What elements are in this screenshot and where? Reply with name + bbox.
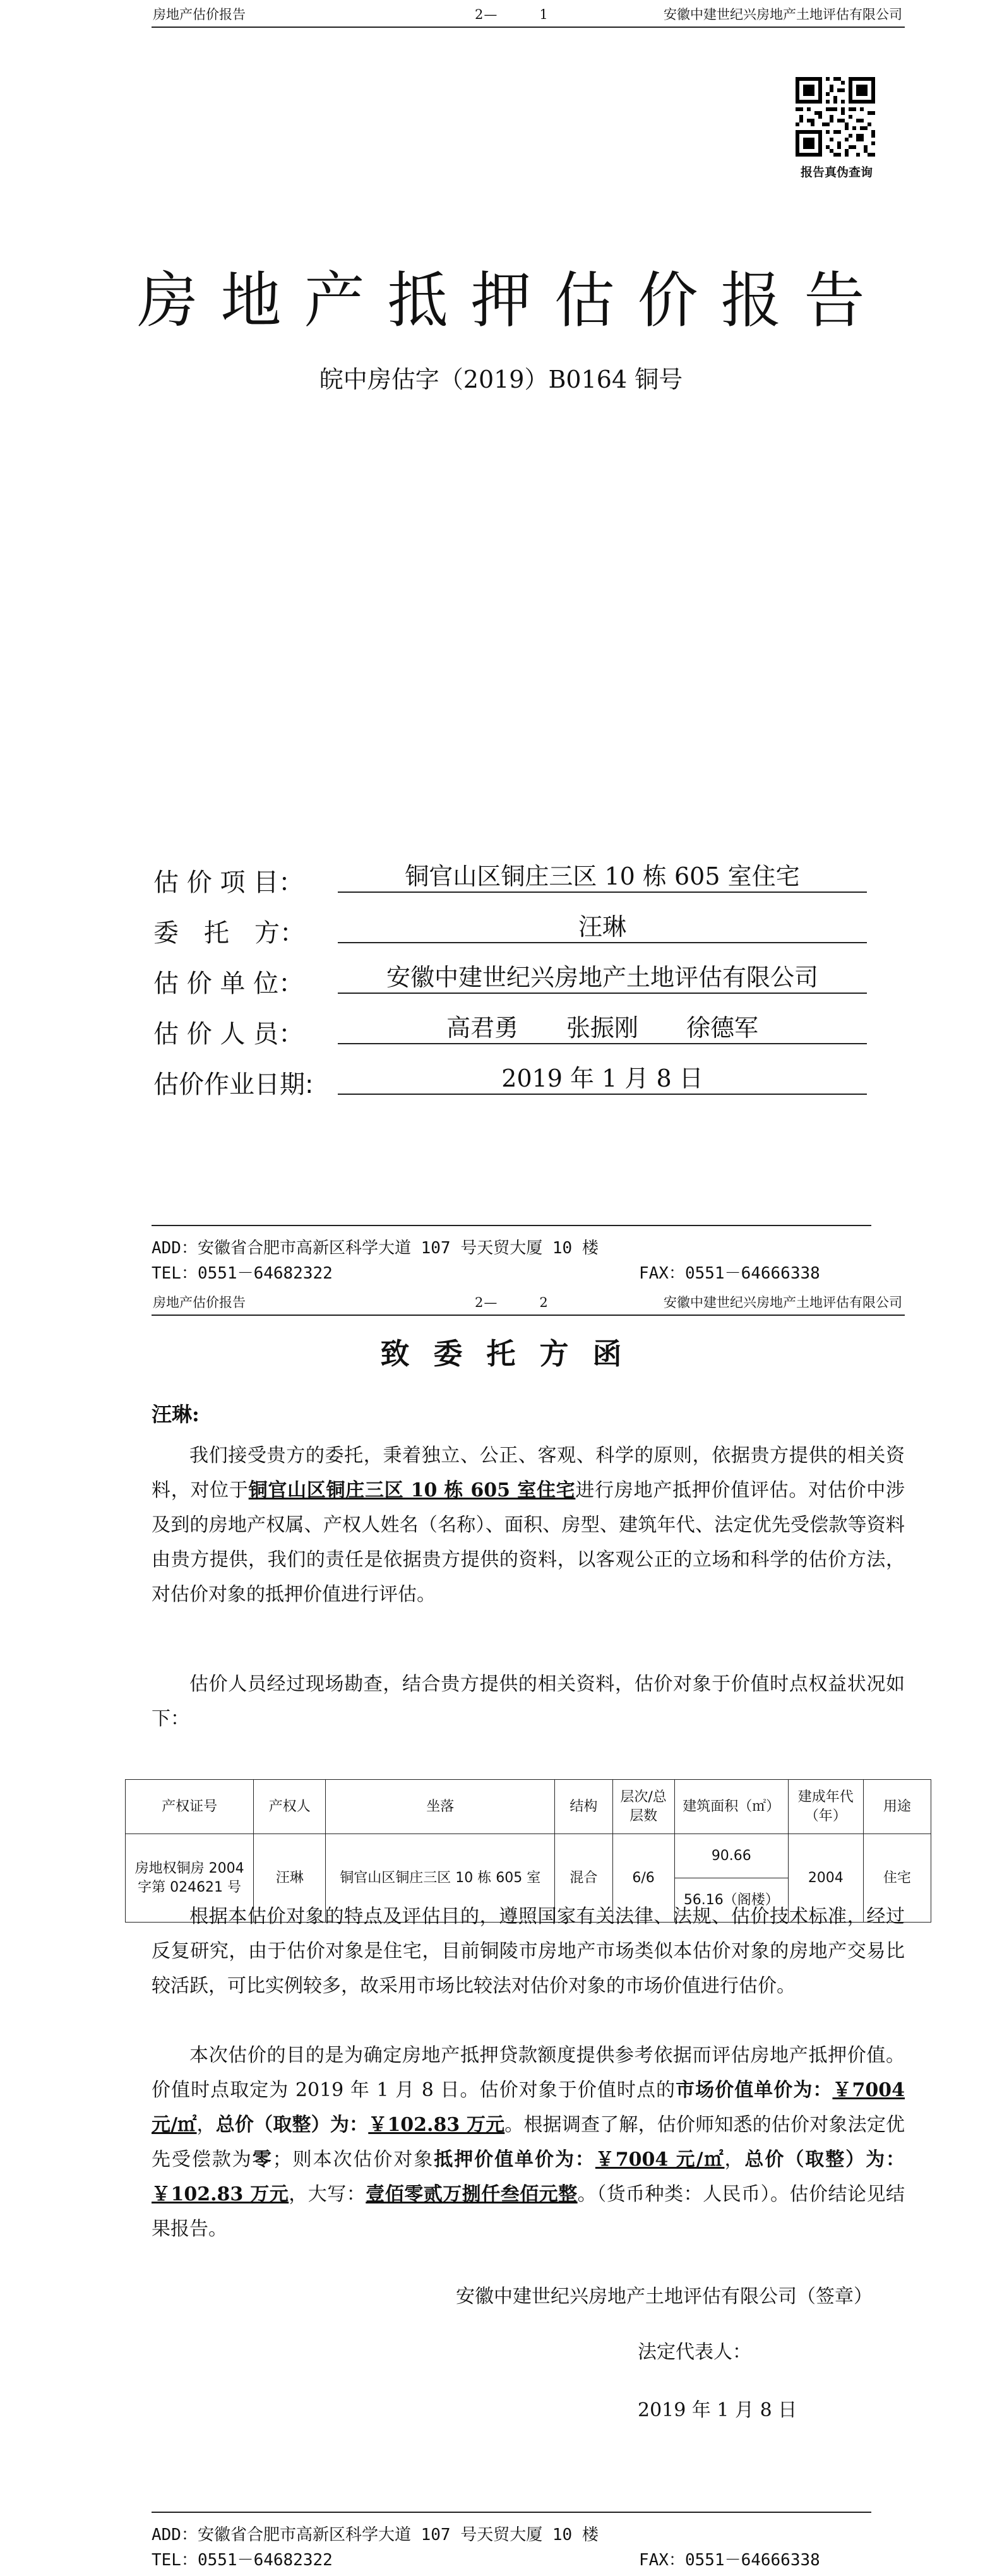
column-header: 用途 <box>863 1780 931 1834</box>
header-page-number: 2— 1 <box>475 7 549 22</box>
header-report-type: 房地产估价报告 <box>153 1295 246 1310</box>
column-header: 层次/总层数 <box>612 1780 674 1834</box>
page2-header <box>152 1288 905 1316</box>
info-value: 铜官山区铜庄三区 10 栋 605 室住宅 <box>338 859 867 893</box>
property-address-highlight: 铜官山区铜庄三区 10 栋 605 室住宅 <box>248 1479 576 1501</box>
cell-area-attic: 56.16（阁楼） <box>674 1878 788 1923</box>
cell-structure: 混合 <box>555 1834 612 1923</box>
mortgage-total-price: ￥102.83 万元 <box>152 2183 289 2205</box>
mortgage-unit-price: ￥7004 元/㎡ <box>595 2149 725 2171</box>
text-run: ；则本次估价对象 <box>272 2149 434 2171</box>
header-company: 安徽中建世纪兴房地产土地评估有限公司 <box>664 1295 902 1310</box>
column-header: 产权证号 <box>126 1780 254 1834</box>
cell-owner: 汪琳 <box>254 1834 326 1923</box>
text-run: ， <box>724 2149 745 2171</box>
info-label: 估 价 人 员： <box>153 1020 304 1049</box>
qr-caption: 报告真伪查询 <box>800 165 873 179</box>
info-value: 安徽中建世纪兴房地产土地评估有限公司 <box>338 960 867 994</box>
footer-fax: FAX：0551－64666338 <box>639 1264 820 1283</box>
text-run: 。（货币种类：人民币）。估价结论见结果报告。 <box>152 2183 905 2240</box>
table-row <box>126 1834 931 1878</box>
cell-floors: 6/6 <box>612 1834 674 1923</box>
priority-claim-amount: 零 <box>252 2149 273 2171</box>
signature-date: 2019 年 1 月 8 日 <box>638 2399 797 2421</box>
info-value: 高君勇 张振刚 徐德军 <box>338 1010 867 1044</box>
market-unit-price: ￥7004 元/㎡ <box>152 2079 905 2136</box>
cell-area-main: 90.66 <box>674 1834 788 1878</box>
table-header-row <box>126 1780 931 1834</box>
letter-title: 致委托方函 <box>380 1337 646 1371</box>
info-row-client <box>153 909 873 947</box>
cell-certificate: 房地权铜房 2004 字第 024621 号 <box>126 1834 254 1923</box>
cell-year: 2004 <box>788 1834 863 1923</box>
column-header: 建成年代（年） <box>788 1780 863 1834</box>
document-number: 皖中房估字（2019）B0164 铜号 <box>319 366 683 393</box>
qr-code[interactable] <box>796 77 875 157</box>
info-value: 2019 年 1 月 8 日 <box>338 1061 867 1095</box>
info-label: 估价作业日期: <box>153 1070 314 1099</box>
info-row-project <box>153 859 873 897</box>
signature-company: 安徽中建世纪兴房地产土地评估有限公司（签章） <box>456 2286 873 2308</box>
market-unit-price-label: 市场价值单价为： <box>676 2079 833 2101</box>
market-total-price-label: 总价（取整）为： <box>215 2114 369 2136</box>
column-header: 建筑面积（㎡） <box>674 1780 788 1834</box>
info-label: 估 价 项 目： <box>153 868 304 897</box>
footer-fax: FAX：0551－64666338 <box>639 2551 820 2570</box>
footer-telephone: TEL：0551－64682322 <box>152 2551 333 2570</box>
column-header: 坐落 <box>326 1780 555 1834</box>
footer-telephone: TEL：0551－64682322 <box>152 1264 333 1283</box>
mortgage-unit-price-label: 抵押价值单价为： <box>434 2149 595 2171</box>
salutation: 汪琳: <box>152 1402 200 1426</box>
header-page-number: 2— 2 <box>475 1295 549 1310</box>
text-run: 我们接受贵方的委托，秉着独立、公正、客观、科学的原则，依据贵方提供的相关资料，对位于 <box>152 1445 905 1501</box>
page2-footer <box>152 2512 871 2570</box>
report-title: 房地产抵押估价报告 <box>137 265 888 336</box>
page1-footer <box>152 1225 871 1283</box>
text-run: 本次估价的目的是为确定房地产抵押贷款额度提供参考依据而评估房地产抵押价值。价值时点取定为 2019 年 1 月 8 日。估价对象于价值时点的 <box>152 2044 905 2101</box>
info-label: 估 价 单 位： <box>153 969 304 998</box>
mortgage-total-price-label: 总价（取整）为： <box>744 2149 905 2171</box>
market-total-price: ￥102.83 万元 <box>368 2114 505 2136</box>
info-row-date <box>153 1061 873 1099</box>
info-value: 汪琳 <box>338 909 867 943</box>
header-report-type: 房地产估价报告 <box>153 7 246 22</box>
footer-address: ADD：安徽省合肥市高新区科学大道 107 号天贸大厦 10 楼 <box>152 2525 599 2544</box>
paragraph-commission <box>152 1438 905 1612</box>
cell-use: 住宅 <box>863 1834 931 1923</box>
text-run: ，大写： <box>289 2183 366 2205</box>
header-company: 安徽中建世纪兴房地产土地评估有限公司 <box>664 7 902 22</box>
paragraph-method: 根据本估价对象的特点及评估目的，遵照国家有关法律、法规、估价技术标准，经过反复研究，由于估价对象是住宅，目前铜陵市房地产市场类似本估价对象的房地产交易比较活跃，可比实例较多，故采用市场比较法对估价对象的市场价值进行估价。 <box>152 1905 905 1997</box>
paragraph-survey: 估价人员经过现场勘查，结合贵方提供的相关资料，估价对象于价值时点权益状况如下： <box>152 1673 905 1730</box>
text-run: 进行房地产抵押价值评估。对估价中涉及到的房地产权属、产权人姓名（名称）、面积、房型、建筑年代、法定优先受偿款等资料由贵方提供，我们的责任是依据贵方提供的资料，以客观公正的立场和科学的估价方法，对估价对象的抵押价值进行评估。 <box>152 1479 905 1606</box>
total-in-words: 壹佰零贰万捌仟叁佰元整 <box>366 2183 578 2205</box>
paragraph-conclusion <box>152 2038 905 2246</box>
cell-location: 铜官山区铜庄三区 10 栋 605 室 <box>326 1834 555 1923</box>
text-run: 。根据调查了解，估价师知悉的估价对象法定优先受偿款为 <box>152 2114 905 2171</box>
info-row-valuer-company <box>153 960 873 998</box>
column-header: 产权人 <box>254 1780 326 1834</box>
page1-header <box>152 0 905 28</box>
info-label: 委 托 方： <box>153 919 305 948</box>
footer-address: ADD：安徽省合肥市高新区科学大道 107 号天贸大厦 10 楼 <box>152 1239 599 1258</box>
info-row-valuers <box>153 1010 873 1048</box>
signature-legal-rep: 法定代表人： <box>638 2341 751 2363</box>
column-header: 结构 <box>555 1780 612 1834</box>
text-run: ， <box>196 2114 216 2136</box>
